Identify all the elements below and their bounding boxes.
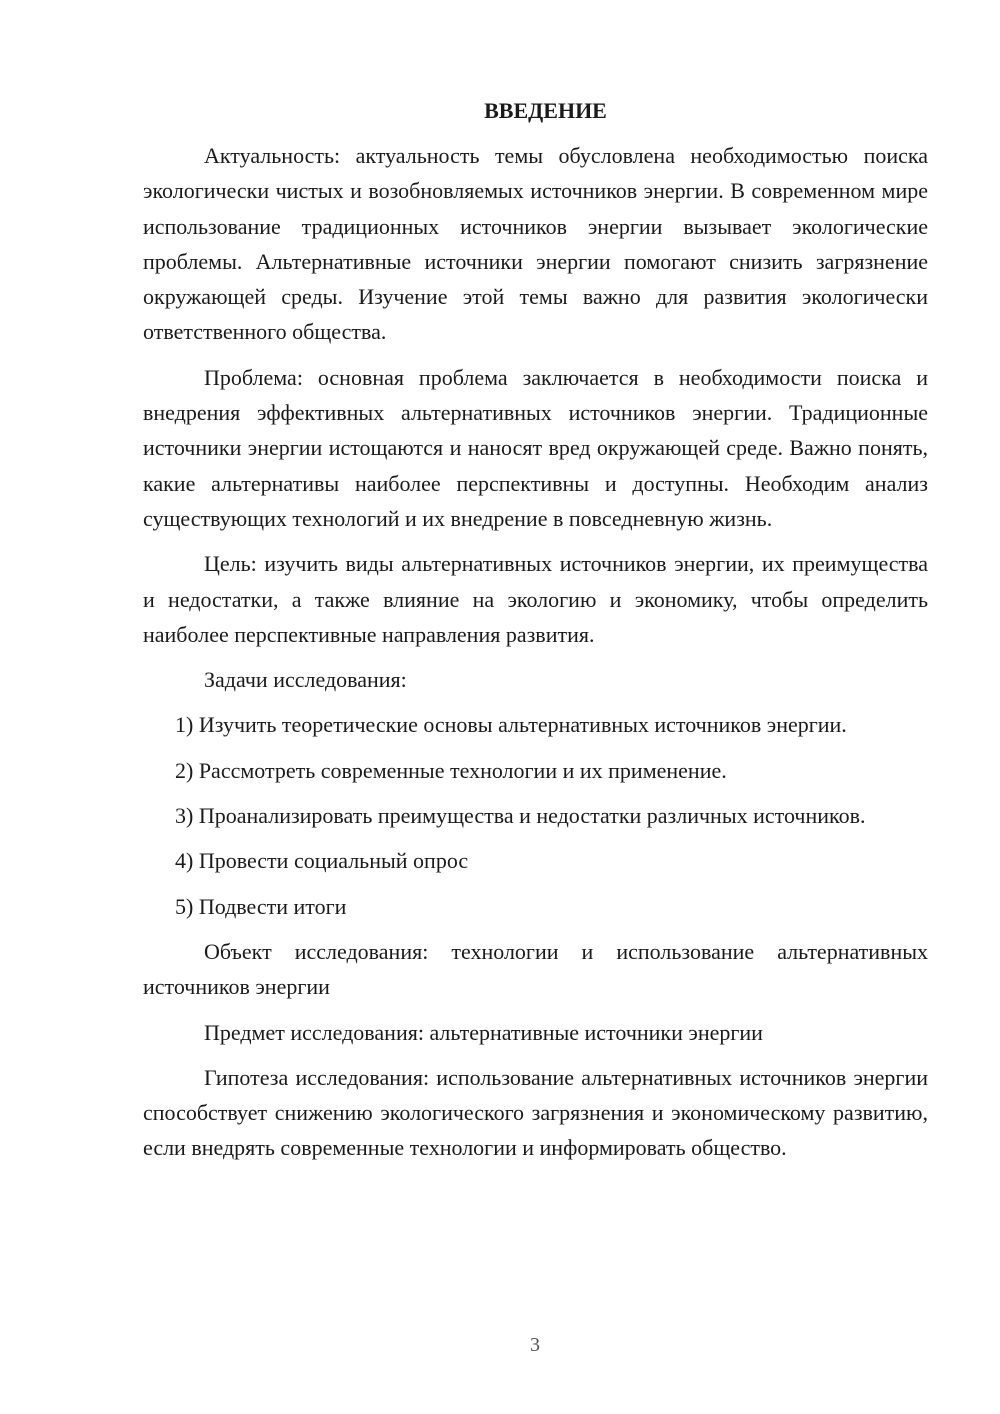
relevance-paragraph: Актуальность: актуальность темы обусловлена необходимостью поиска экологически чистых и возобновляемых источников энергии. В современном мире использование традиционных источников энергии вызывает экологические проблемы. Альтернативные источники энергии помогают снизить загрязнение окружающей среды. Изучение этой темы важно для развития экологически ответственного общества.: [143, 143, 928, 345]
task-item-1: 1) Изучить теоретические основы альтернативных источников энергии.: [175, 712, 847, 738]
subject-paragraph: Предмет исследования: альтернативные источники энергии: [204, 1019, 763, 1045]
object-paragraph: Объект исследования: технологии и использование альтернативных источников энергии: [143, 938, 928, 1000]
page-title: ВВЕДЕНИЕ: [484, 98, 607, 123]
hypothesis-paragraph: Гипотеза исследования: использование альтернативных источников энергии способствует снижению экологического загрязнения и экономическому развитию, если внедрять современные технологии и информировать общество.: [143, 1064, 928, 1161]
tasks-heading: Задачи исследования:: [204, 667, 407, 693]
task-item-4: 4) Провести социальный опрос: [175, 848, 469, 874]
problem-paragraph: Проблема: основная проблема заключается в необходимости поиска и внедрения эффективных альтернативных источников энергии. Традиционные источники энергии истощаются и наносят вред окружающей среде. Важно понять, какие альтернативы наиболее перспективны и доступны. Необходим анализ существующих технологий и их внедрение в повседневную жизнь.: [143, 364, 928, 531]
task-item-3: 3) Проанализировать преимущества и недостатки различных источников.: [175, 803, 866, 829]
task-item-2: 2) Рассмотреть современные технологии и их применение.: [175, 757, 727, 783]
task-item-5: 5) Подвести итоги: [175, 893, 347, 919]
goal-paragraph: Цель: изучить виды альтернативных источников энергии, их преимущества и недостатки, а также влияние на экологию и экономику, чтобы определить наиболее перспективные направления развития.: [143, 551, 928, 647]
page-number: 3: [530, 1334, 540, 1356]
page-content: [143, 93, 928, 1176]
